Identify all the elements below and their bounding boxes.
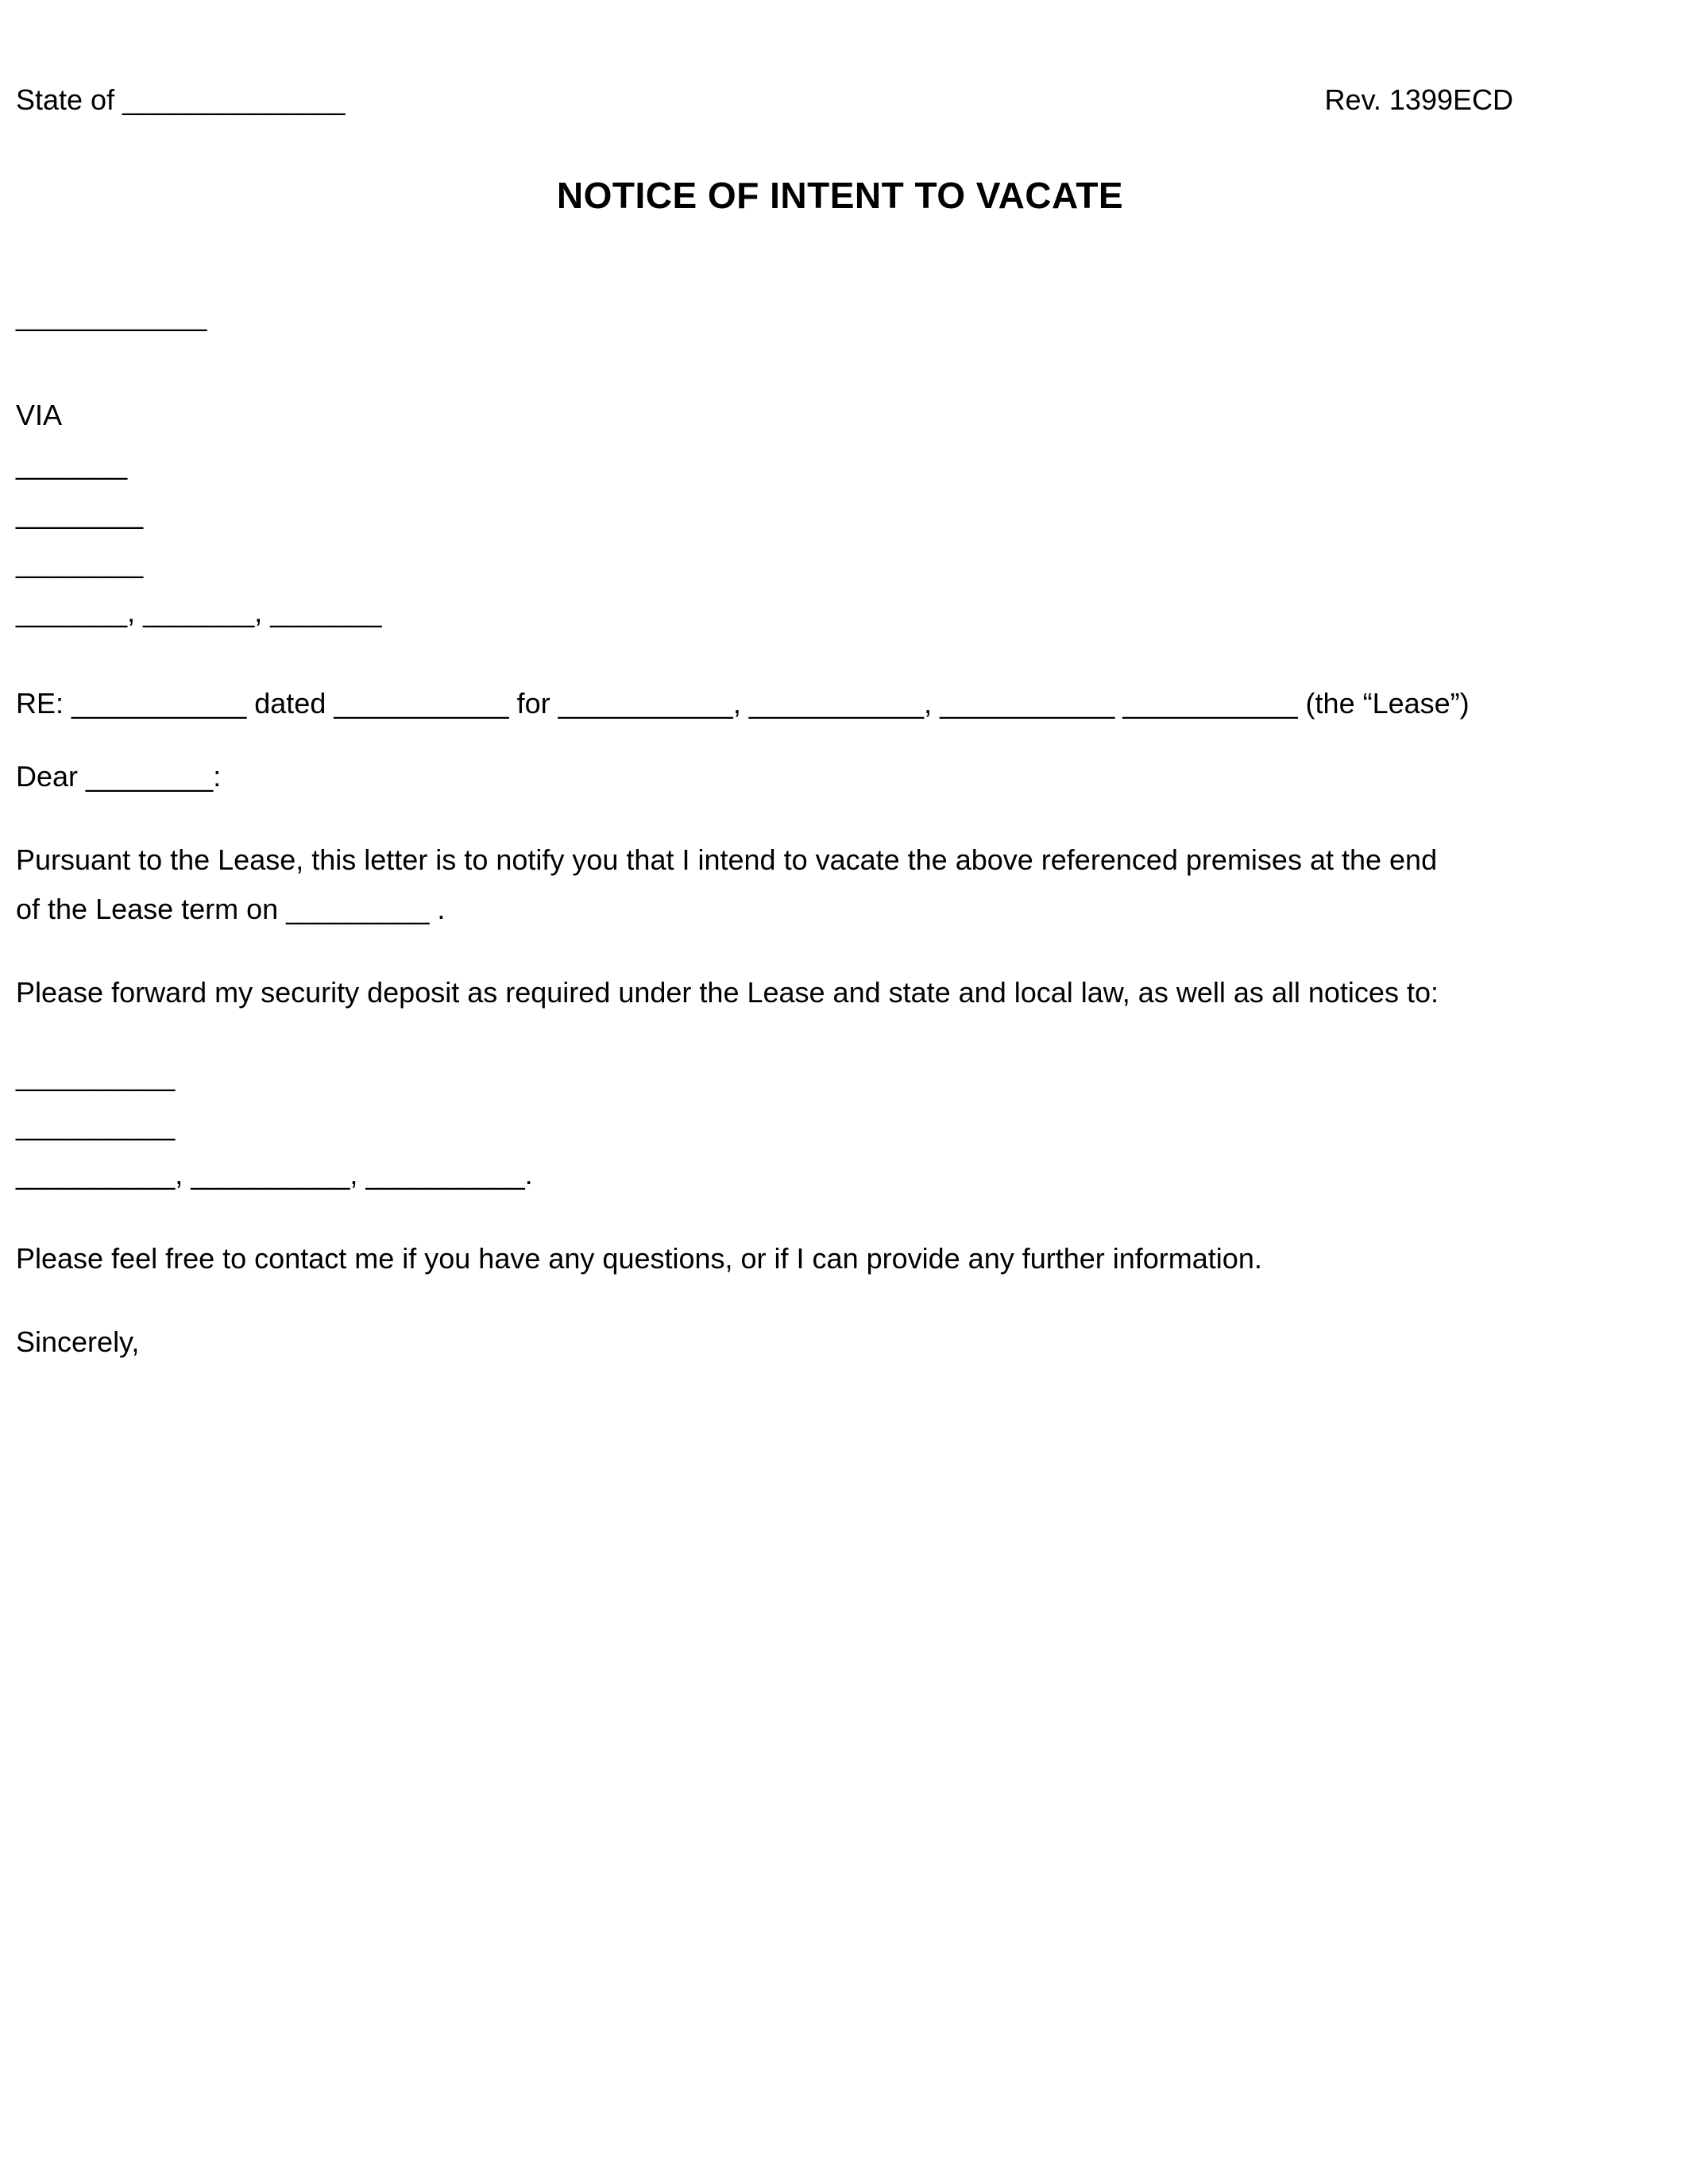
forwarding-address-block [16, 1051, 1664, 1199]
body-paragraph-1 [16, 835, 1664, 934]
page-title: NOTICE OF INTENT TO VACATE [556, 175, 1124, 216]
closing-line: Sincerely, [16, 1325, 140, 1358]
via-address-line-1: _______ [16, 448, 128, 480]
re-subject-line: RE: ___________ dated ___________ for ___________, ___________, ___________ ___________ (the “Lease”) [16, 687, 1470, 720]
lease-end-date-line: of the Lease term on _________ . [16, 893, 446, 925]
date-blank-line: ____________ [16, 299, 207, 332]
body-paragraph-1-line-1: Pursuant to the Lease, this letter is to notify you that I intend to vacate the above referenced premises at the end [16, 843, 1438, 876]
forwarding-city-state-zip-line: __________, __________, __________. [16, 1158, 533, 1190]
header-row [16, 75, 1664, 125]
via-block [16, 391, 1664, 637]
salutation-line: Dear ________: [16, 760, 222, 793]
body-paragraph-3: Please feel free to contact me if you have any questions, or if I can provide any further information. [16, 1242, 1262, 1275]
body-paragraph-2: Please forward my security deposit as required under the Lease and state and local law, as well as all notices to: [16, 976, 1439, 1009]
via-address-line-2: ________ [16, 497, 144, 530]
state-of-line: State of ______________ [16, 83, 346, 116]
via-label: VIA [16, 399, 63, 431]
via-city-state-zip-line: _______, _______, _______ [16, 596, 382, 628]
forwarding-address-line-1: __________ [16, 1059, 176, 1092]
revision-label: Rev. 1399ECD [1324, 83, 1513, 116]
forwarding-address-line-2: __________ [16, 1109, 176, 1141]
via-address-line-3: ________ [16, 546, 144, 579]
